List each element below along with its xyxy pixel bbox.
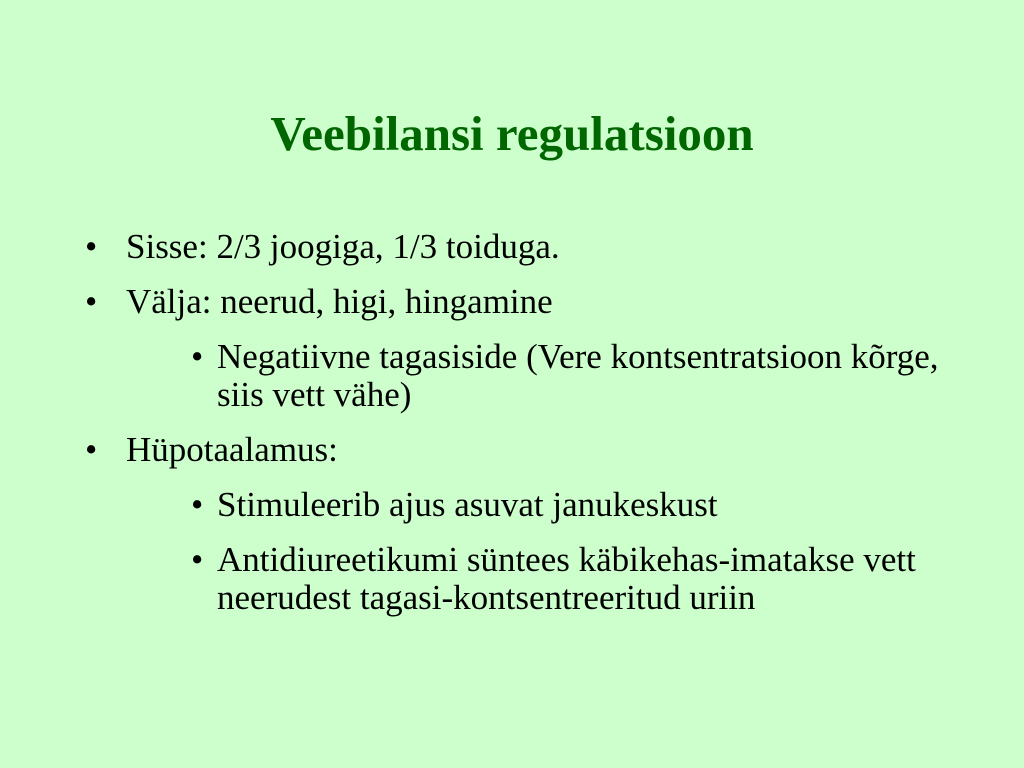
bullet-marker: •: [85, 430, 98, 469]
bullet-marker: •: [85, 282, 98, 321]
bullet-text: Hüpotaalamus:: [126, 430, 338, 469]
bullet-item: [0, 228, 986, 266]
slide-title: Veebilansi regulatsioon: [270, 106, 754, 161]
bullet-text: Stimuleerib ajus asuvat janukeskust: [217, 485, 718, 524]
bullet-item: [0, 431, 986, 469]
bullet-marker: •: [191, 485, 204, 524]
sub-bullet-item: [0, 338, 957, 414]
bullet-marker: •: [191, 540, 204, 579]
bullet-text: Sisse: 2/3 joogiga, 1/3 toiduga.: [126, 227, 560, 266]
bullet-marker: •: [85, 227, 98, 266]
bullet-text: Negatiivne tagasiside (Vere kontsentratsioon kõrge, siis vett vähe): [217, 337, 939, 414]
bullet-marker: •: [191, 337, 204, 376]
bullet-text: Antidiureetikumi süntees käbikehas-imatakse vett neerudest tagasi-kontsentreeritud uriin: [217, 540, 916, 617]
bullet-text: Välja: neerud, higi, hingamine: [126, 282, 553, 321]
bullet-item: [0, 283, 986, 321]
sub-bullet-item: [0, 486, 957, 524]
bullet-list: [0, 228, 1024, 617]
sub-bullet-item: [0, 541, 957, 617]
